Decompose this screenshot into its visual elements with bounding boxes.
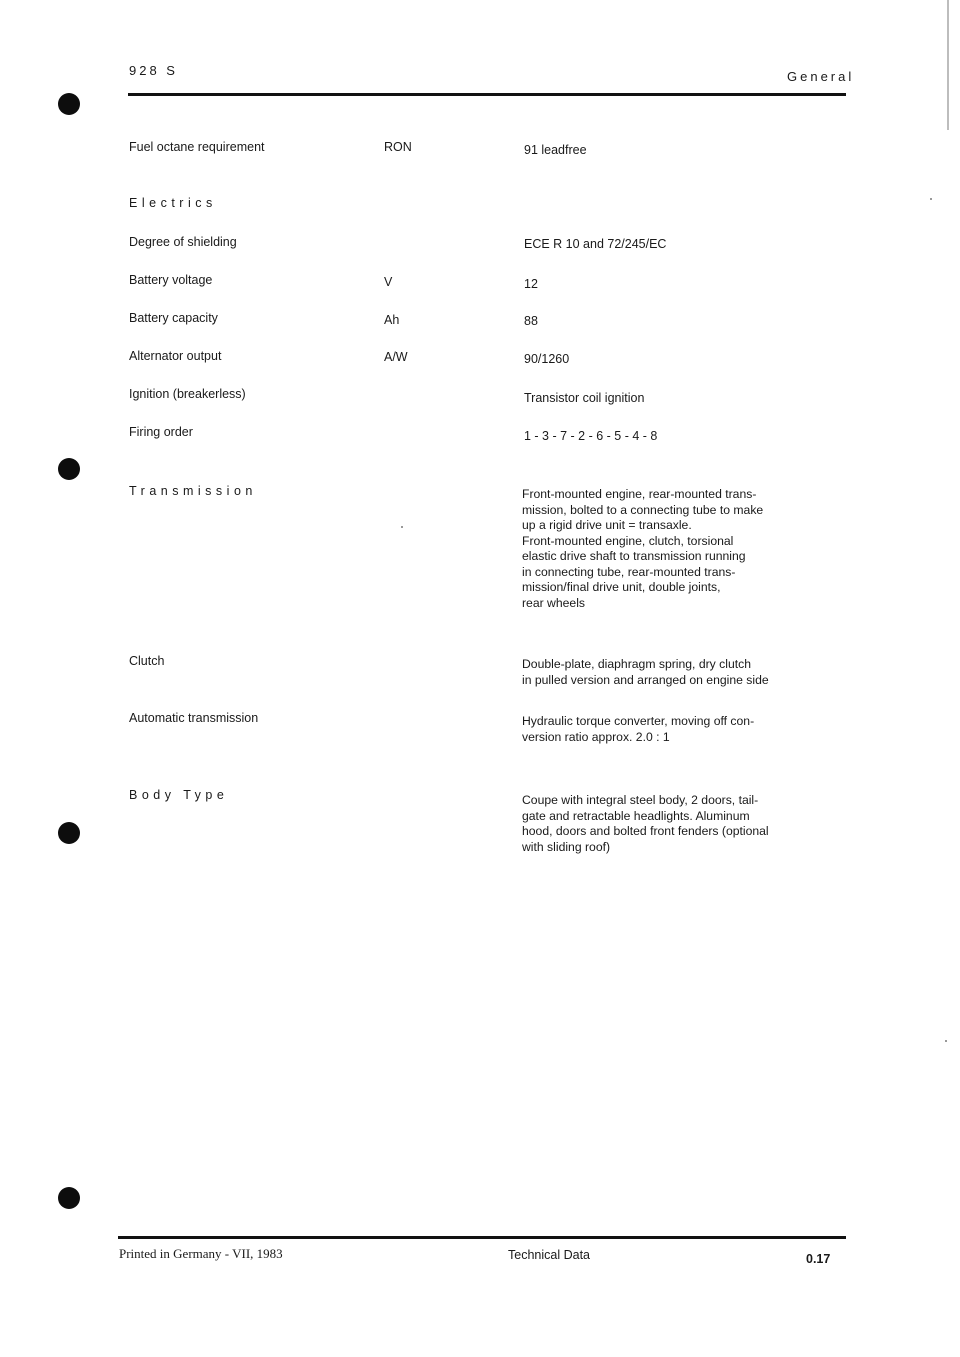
shielding-value: ECE R 10 and 72/245/EC [524, 237, 667, 251]
fuel-unit: RON [384, 140, 412, 154]
binder-hole-1 [58, 93, 80, 115]
auto-line: Hydraulic torque converter, moving off con- [522, 714, 755, 728]
scan-edge-line [947, 0, 949, 130]
transmission-line: up a rigid drive unit = transaxle. [522, 518, 692, 532]
header-section: General [787, 69, 855, 84]
firing-order-value: 1 - 3 - 7 - 2 - 6 - 5 - 4 - 8 [524, 429, 658, 443]
body-line: Coupe with integral steel body, 2 doors, tail- [522, 793, 759, 807]
binder-hole-2 [58, 458, 80, 480]
binder-hole-4 [58, 1187, 80, 1209]
battery-voltage-value: 12 [524, 277, 538, 291]
battery-voltage-label: Battery voltage [129, 273, 213, 287]
transmission-line: mission/final drive unit, double joints, [522, 580, 721, 594]
footer-printed: Printed in Germany - VII, 1983 [119, 1246, 283, 1261]
alternator-unit: A/W [384, 350, 408, 364]
scan-speck [945, 1040, 947, 1042]
body-line: hood, doors and bolted front fenders (optional [522, 824, 769, 838]
binder-hole-3 [58, 822, 80, 844]
header-model: 928 S [129, 63, 178, 78]
clutch-line: in pulled version and arranged on engine side [522, 672, 769, 687]
body-type-heading: Body Type [129, 788, 229, 802]
body-line: gate and retractable headlights. Aluminum [522, 808, 750, 823]
shielding-label: Degree of shielding [129, 235, 237, 249]
footer-page-number: 0.17 [806, 1252, 831, 1266]
transmission-line: mission, bolted to a connecting tube to make [522, 502, 764, 517]
battery-capacity-unit: Ah [384, 313, 400, 327]
ignition-label: Ignition (breakerless) [129, 387, 246, 401]
scan-speck [930, 198, 932, 200]
auto-line: version ratio approx. 2.0 : 1 [522, 729, 670, 744]
ignition-value: Transistor coil ignition [524, 391, 645, 405]
transmission-description [522, 487, 763, 611]
alternator-label: Alternator output [129, 349, 222, 363]
scan-speck [401, 526, 403, 528]
header-rule [128, 93, 846, 96]
battery-capacity-label: Battery capacity [129, 311, 218, 325]
body-type-description [522, 793, 769, 855]
transmission-line: Front-mounted engine, clutch, torsional [522, 533, 734, 548]
electrics-heading: Electrics [129, 196, 217, 210]
fuel-label: Fuel octane requirement [129, 140, 265, 154]
footer-rule [118, 1236, 846, 1239]
body-line: with sliding roof) [522, 839, 611, 854]
clutch-label: Clutch [129, 654, 165, 668]
battery-voltage-unit: V [384, 275, 393, 289]
automatic-transmission-description [522, 714, 754, 745]
transmission-line: Front-mounted engine, rear-mounted trans- [522, 487, 757, 501]
transmission-line: rear wheels [522, 595, 585, 610]
clutch-line: Double-plate, diaphragm spring, dry clutch [522, 657, 751, 671]
transmission-line: in connecting tube, rear-mounted trans- [522, 564, 736, 579]
alternator-value: 90/1260 [524, 352, 570, 366]
fuel-value: 91 leadfree [524, 143, 587, 157]
clutch-description [522, 657, 769, 688]
firing-order-label: Firing order [129, 425, 193, 439]
battery-capacity-value: 88 [524, 314, 538, 328]
transmission-line: elastic drive shaft to transmission running [522, 549, 746, 563]
footer-technical-data: Technical Data [508, 1248, 590, 1262]
transmission-heading: Transmission [129, 484, 257, 498]
automatic-transmission-label: Automatic transmission [129, 711, 259, 725]
